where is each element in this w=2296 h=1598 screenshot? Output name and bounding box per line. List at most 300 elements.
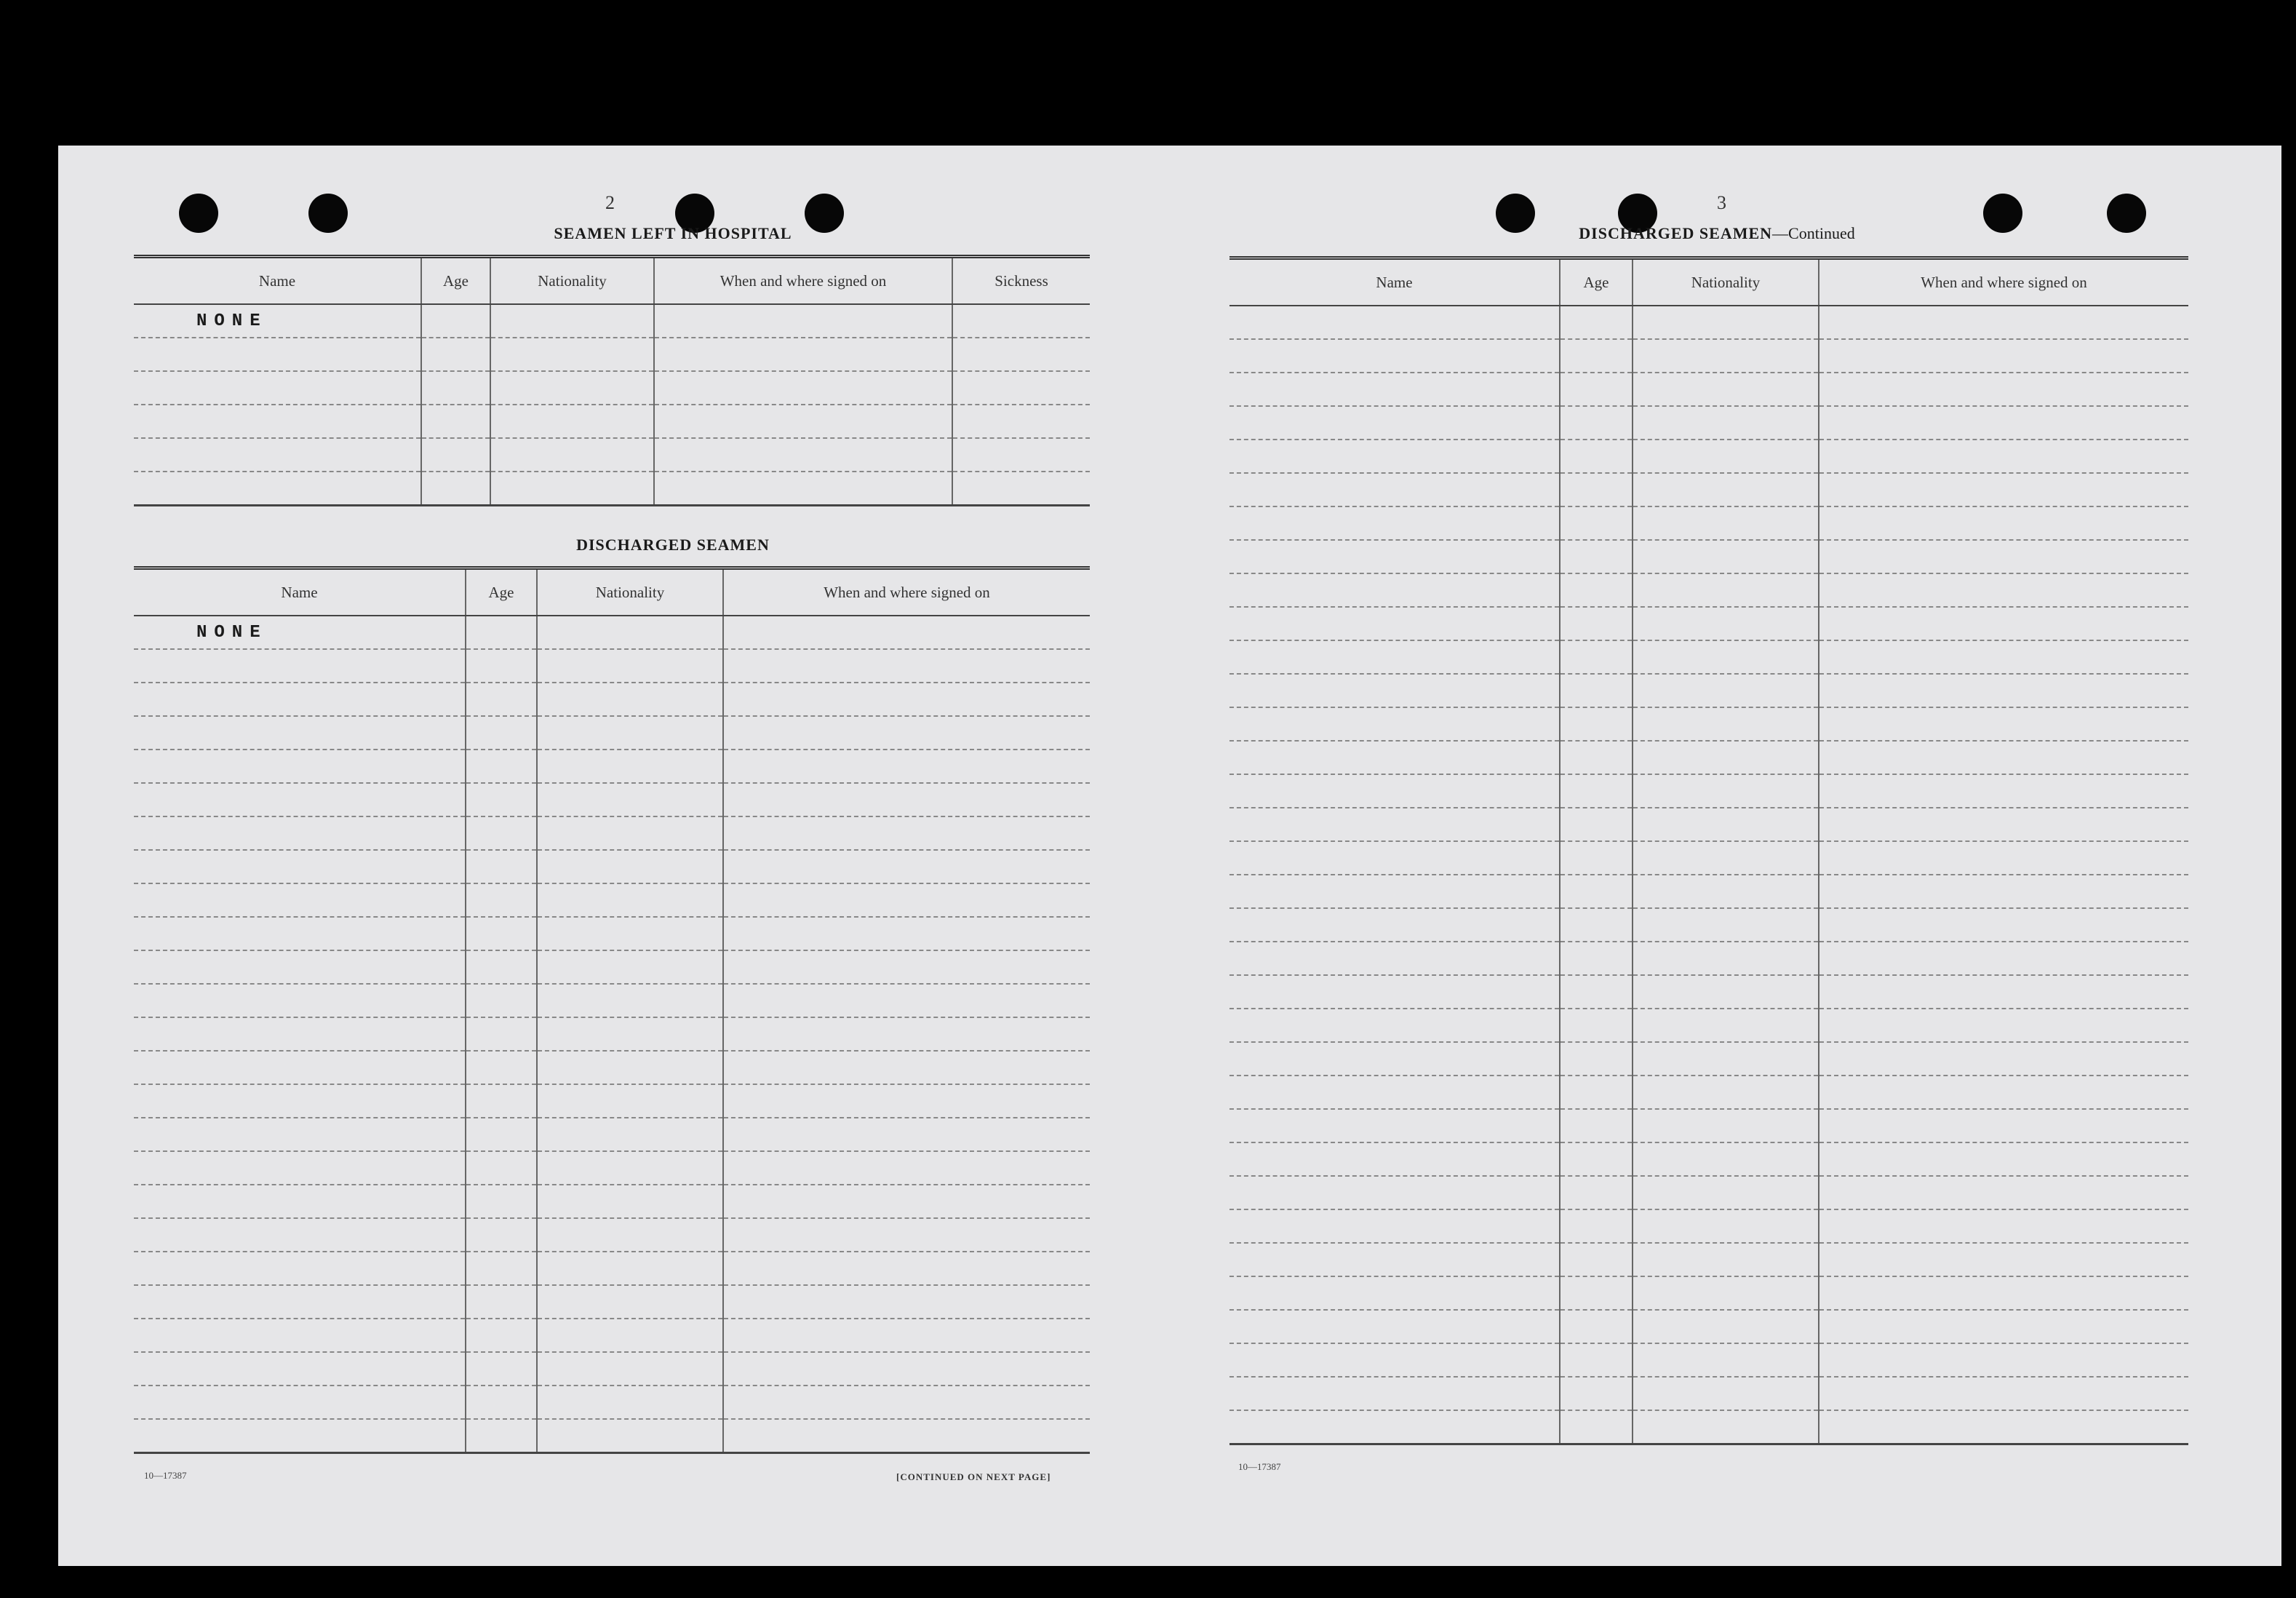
table-row <box>134 1084 1090 1118</box>
table-cell <box>1633 1276 1819 1310</box>
table-cell <box>1819 506 2188 540</box>
table-cell <box>466 1319 537 1352</box>
name-cell <box>134 683 466 716</box>
name-cell <box>1229 1109 1560 1142</box>
table-cell <box>1633 741 1819 774</box>
left-page <box>58 146 1164 1566</box>
table-cell <box>1633 674 1819 707</box>
table-cell <box>1560 908 1633 942</box>
table-cell <box>1633 640 1819 674</box>
table-cell <box>723 616 1090 649</box>
table-cell <box>537 1185 723 1218</box>
table-cell <box>1560 774 1633 808</box>
table-cell <box>1819 674 2188 707</box>
name-cell <box>1229 1377 1560 1410</box>
ledger-sheet <box>58 146 2281 1566</box>
table-row <box>1229 440 2188 473</box>
name-cell <box>1229 607 1560 640</box>
table-cell <box>537 1051 723 1084</box>
table-cell <box>1560 875 1633 908</box>
table-cell <box>723 883 1090 917</box>
table-cell <box>466 1151 537 1185</box>
table-row <box>134 1051 1090 1084</box>
table-cell <box>1560 306 1633 339</box>
table-row <box>134 850 1090 883</box>
table-cell <box>1560 1410 1633 1444</box>
form-number: 10—17387 <box>1238 1461 1281 1472</box>
title-main: DISCHARGED SEAMEN <box>1579 224 1773 242</box>
table-row <box>134 472 1090 506</box>
table-row <box>1229 1109 2188 1142</box>
table-cell <box>466 616 537 649</box>
punch-hole <box>2107 194 2146 233</box>
table-row <box>1229 741 2188 774</box>
table-cell <box>1819 640 2188 674</box>
table-cell <box>952 304 1090 338</box>
table-cell <box>1560 1009 1633 1042</box>
table-row <box>1229 1009 2188 1042</box>
title-suffix: —Continued <box>1772 224 1855 242</box>
table-row <box>1229 1310 2188 1343</box>
name-cell <box>134 1386 466 1419</box>
table-cell <box>1560 473 1633 506</box>
name-cell <box>1229 640 1560 674</box>
table-cell <box>1819 707 2188 741</box>
table-row <box>1229 1243 2188 1276</box>
table-cell <box>421 338 490 371</box>
name-cell <box>134 1419 466 1453</box>
table-cell <box>537 1151 723 1185</box>
table-cell <box>537 1218 723 1252</box>
column-header: Age <box>1560 258 1633 306</box>
table-cell <box>537 883 723 917</box>
table-cell <box>490 338 654 371</box>
table-cell <box>466 1252 537 1285</box>
table-cell <box>466 1386 537 1419</box>
name-cell: NONE <box>134 304 421 338</box>
table-cell <box>490 438 654 472</box>
name-cell <box>134 816 466 850</box>
table-cell <box>1560 1176 1633 1209</box>
table-cell <box>1633 373 1819 406</box>
table-row <box>1229 339 2188 373</box>
table-row <box>134 750 1090 783</box>
table-cell <box>723 950 1090 984</box>
table-cell <box>466 649 537 683</box>
discharged-table <box>134 566 1090 1454</box>
table-row <box>134 683 1090 716</box>
table-cell <box>952 405 1090 438</box>
table-cell <box>1633 1109 1819 1142</box>
table-cell <box>537 1084 723 1118</box>
table-cell <box>952 438 1090 472</box>
table-cell <box>490 472 654 506</box>
punch-hole <box>308 194 348 233</box>
table-cell <box>654 304 952 338</box>
table-cell <box>1633 1310 1819 1343</box>
table-cell <box>490 405 654 438</box>
table-row <box>1229 808 2188 841</box>
table-cell <box>1819 1142 2188 1176</box>
table-cell <box>421 472 490 506</box>
table-cell <box>537 950 723 984</box>
table-cell <box>654 405 952 438</box>
table-row <box>1229 473 2188 506</box>
table-cell <box>1560 808 1633 841</box>
table-row <box>1229 908 2188 942</box>
hospital-section-title: SEAMEN LEFT IN HOSPITAL <box>554 224 792 242</box>
table-row <box>1229 1410 2188 1444</box>
table-cell <box>537 649 723 683</box>
name-cell <box>134 917 466 950</box>
table-cell <box>1560 573 1633 607</box>
table-cell <box>654 338 952 371</box>
table-row <box>134 438 1090 472</box>
hospital-table <box>134 255 1090 506</box>
table-cell <box>1819 1209 2188 1243</box>
table-cell <box>1819 774 2188 808</box>
table-cell <box>490 304 654 338</box>
column-header: When and where signed on <box>723 568 1090 616</box>
table-cell <box>466 950 537 984</box>
table-cell <box>1633 1176 1819 1209</box>
table-cell <box>723 1084 1090 1118</box>
table-cell <box>421 304 490 338</box>
table-cell <box>466 1185 537 1218</box>
name-cell <box>134 371 421 405</box>
right-page <box>1171 146 2281 1566</box>
table-cell <box>1633 406 1819 440</box>
table-cell <box>1819 808 2188 841</box>
table-cell <box>654 371 952 405</box>
table-cell <box>1560 440 1633 473</box>
column-header: Name <box>1229 258 1560 306</box>
table-cell <box>1819 1042 2188 1076</box>
table-cell <box>466 1118 537 1151</box>
table-cell <box>1560 339 1633 373</box>
table-cell <box>537 1118 723 1151</box>
name-cell <box>1229 473 1560 506</box>
name-cell <box>1229 1142 1560 1176</box>
table-cell <box>1819 1276 2188 1310</box>
name-cell <box>134 1319 466 1352</box>
table-row <box>134 883 1090 917</box>
name-cell <box>1229 1276 1560 1310</box>
table-cell <box>723 1118 1090 1151</box>
table-cell <box>1560 1042 1633 1076</box>
name-cell <box>1229 808 1560 841</box>
table-cell <box>654 472 952 506</box>
table-cell <box>1819 875 2188 908</box>
table-cell <box>1560 1310 1633 1343</box>
table-row <box>134 371 1090 405</box>
table-cell <box>723 683 1090 716</box>
name-cell <box>134 1352 466 1386</box>
table-cell <box>466 984 537 1017</box>
table-row <box>1229 1209 2188 1243</box>
table-cell <box>1560 741 1633 774</box>
column-header: Age <box>466 568 537 616</box>
table-cell <box>1560 1243 1633 1276</box>
name-cell <box>134 716 466 750</box>
table-cell <box>1819 1310 2188 1343</box>
name-cell <box>134 883 466 917</box>
table-cell <box>1560 540 1633 573</box>
table-row <box>134 1151 1090 1185</box>
table-cell <box>723 716 1090 750</box>
table-cell <box>1819 1243 2188 1276</box>
table-cell <box>1633 942 1819 975</box>
table-cell <box>1819 573 2188 607</box>
table-cell <box>466 716 537 750</box>
table-cell <box>723 850 1090 883</box>
table-cell <box>1633 339 1819 373</box>
name-cell <box>1229 875 1560 908</box>
table-cell <box>1633 1076 1819 1109</box>
column-header: Age <box>421 257 490 305</box>
table-cell <box>723 783 1090 816</box>
name-cell <box>134 1118 466 1151</box>
table-cell <box>1819 607 2188 640</box>
name-cell <box>1229 306 1560 339</box>
table-row <box>1229 875 2188 908</box>
name-cell <box>1229 1343 1560 1377</box>
table-cell <box>723 1218 1090 1252</box>
table-row <box>1229 640 2188 674</box>
table-row <box>134 1118 1090 1151</box>
table-cell <box>952 371 1090 405</box>
table-cell <box>537 1319 723 1352</box>
table-cell <box>466 917 537 950</box>
name-cell <box>134 750 466 783</box>
table-cell <box>1819 975 2188 1009</box>
page-number: 3 <box>1717 192 1726 213</box>
name-cell <box>1229 741 1560 774</box>
column-header: Name <box>134 568 466 616</box>
name-cell <box>1229 674 1560 707</box>
table-cell <box>1819 942 2188 975</box>
name-cell <box>1229 1310 1560 1343</box>
table-cell <box>1560 373 1633 406</box>
table-row <box>134 716 1090 750</box>
table-cell <box>1633 306 1819 339</box>
table-cell <box>1560 1142 1633 1176</box>
table-row <box>1229 1076 2188 1109</box>
table-cell <box>421 371 490 405</box>
table-row <box>1229 540 2188 573</box>
table-cell <box>1633 1343 1819 1377</box>
name-cell <box>1229 1076 1560 1109</box>
table-row <box>1229 841 2188 875</box>
table-cell <box>1819 406 2188 440</box>
table-row <box>1229 373 2188 406</box>
table-cell <box>537 1386 723 1419</box>
table-cell <box>723 649 1090 683</box>
table-cell <box>537 1017 723 1051</box>
table-cell <box>1633 1042 1819 1076</box>
name-cell <box>1229 774 1560 808</box>
table-cell <box>1560 707 1633 741</box>
punch-hole <box>1983 194 2022 233</box>
table-row <box>134 950 1090 984</box>
table-cell <box>723 1252 1090 1285</box>
discharged-section-title: DISCHARGED SEAMEN <box>576 536 770 554</box>
table-cell <box>1819 306 2188 339</box>
table-cell <box>490 371 654 405</box>
table-row <box>1229 506 2188 540</box>
table-row <box>134 649 1090 683</box>
table-cell <box>466 1419 537 1453</box>
table-cell <box>1819 741 2188 774</box>
table-row <box>134 1352 1090 1386</box>
name-cell <box>134 950 466 984</box>
column-header: When and where signed on <box>654 257 952 305</box>
table-cell <box>537 917 723 950</box>
table-cell <box>1819 1109 2188 1142</box>
name-cell <box>134 850 466 883</box>
table-cell <box>1819 1377 2188 1410</box>
name-cell <box>1229 1410 1560 1444</box>
table-row <box>1229 607 2188 640</box>
table-cell <box>723 1017 1090 1051</box>
name-cell <box>134 472 421 506</box>
table-cell <box>1560 841 1633 875</box>
table-cell <box>1633 573 1819 607</box>
table-cell <box>1560 406 1633 440</box>
table-cell <box>466 1084 537 1118</box>
table-cell <box>1633 1410 1819 1444</box>
table-row <box>134 1252 1090 1285</box>
column-header: Nationality <box>537 568 723 616</box>
name-cell <box>134 338 421 371</box>
table-cell <box>1819 841 2188 875</box>
table-row <box>1229 1042 2188 1076</box>
table-cell <box>466 816 537 850</box>
table-cell <box>466 750 537 783</box>
table-cell <box>466 1285 537 1319</box>
table-cell <box>1560 942 1633 975</box>
table-row <box>1229 1176 2188 1209</box>
table-cell <box>1633 1243 1819 1276</box>
table-row <box>134 405 1090 438</box>
table-row <box>1229 573 2188 607</box>
name-cell <box>1229 339 1560 373</box>
table-cell <box>723 984 1090 1017</box>
continued-note: [CONTINUED ON NEXT PAGE] <box>896 1471 1051 1482</box>
table-cell <box>1560 607 1633 640</box>
table-cell <box>1633 774 1819 808</box>
table-row <box>134 1386 1090 1419</box>
name-cell <box>134 438 421 472</box>
table-cell <box>723 1185 1090 1218</box>
punch-hole <box>179 194 218 233</box>
table-cell <box>537 783 723 816</box>
table-row <box>134 304 1090 338</box>
page-number: 2 <box>605 192 615 213</box>
name-cell <box>1229 908 1560 942</box>
table-cell <box>537 1252 723 1285</box>
name-cell <box>1229 506 1560 540</box>
table-cell <box>537 850 723 883</box>
column-header: When and where signed on <box>1819 258 2188 306</box>
table-cell <box>1633 1142 1819 1176</box>
table-cell <box>723 1419 1090 1453</box>
discharged-continued-table <box>1229 256 2188 1445</box>
table-cell <box>1633 1009 1819 1042</box>
table-cell <box>1633 808 1819 841</box>
table-cell <box>1633 841 1819 875</box>
table-cell <box>421 438 490 472</box>
table-row <box>1229 1142 2188 1176</box>
table-cell <box>466 683 537 716</box>
name-cell <box>134 649 466 683</box>
table-cell <box>723 917 1090 950</box>
table-cell <box>1633 707 1819 741</box>
table-cell <box>1819 373 2188 406</box>
table-cell <box>723 1319 1090 1352</box>
name-cell <box>1229 942 1560 975</box>
form-number: 10—17387 <box>144 1470 187 1481</box>
table-row <box>134 338 1090 371</box>
table-cell <box>1560 640 1633 674</box>
name-cell <box>1229 406 1560 440</box>
name-cell <box>134 1285 466 1319</box>
table-cell <box>654 438 952 472</box>
table-cell <box>723 816 1090 850</box>
name-cell <box>134 405 421 438</box>
table-row <box>1229 774 2188 808</box>
table-cell <box>537 984 723 1017</box>
name-cell <box>134 984 466 1017</box>
table-row <box>134 1319 1090 1352</box>
name-cell: NONE <box>134 616 466 649</box>
table-cell <box>1633 607 1819 640</box>
name-cell <box>1229 841 1560 875</box>
table-cell <box>723 1386 1090 1419</box>
table-row <box>1229 707 2188 741</box>
table-cell <box>1633 473 1819 506</box>
table-cell <box>537 683 723 716</box>
name-cell <box>134 783 466 816</box>
table-row <box>134 917 1090 950</box>
table-cell <box>1560 1377 1633 1410</box>
table-cell <box>1633 975 1819 1009</box>
name-cell <box>1229 975 1560 1009</box>
table-cell <box>466 1352 537 1386</box>
table-cell <box>537 816 723 850</box>
name-cell <box>1229 1209 1560 1243</box>
table-row <box>134 1285 1090 1319</box>
table-cell <box>537 1352 723 1386</box>
table-cell <box>1633 540 1819 573</box>
table-cell <box>1819 1176 2188 1209</box>
table-row <box>134 1185 1090 1218</box>
table-cell <box>537 616 723 649</box>
name-cell <box>1229 440 1560 473</box>
table-cell <box>537 1419 723 1453</box>
table-row <box>134 984 1090 1017</box>
table-cell <box>1819 1076 2188 1109</box>
column-header: Sickness <box>952 257 1090 305</box>
table-cell <box>1560 975 1633 1009</box>
column-header: Nationality <box>1633 258 1819 306</box>
name-cell <box>1229 1176 1560 1209</box>
name-cell <box>1229 373 1560 406</box>
name-cell <box>1229 573 1560 607</box>
name-cell <box>134 1017 466 1051</box>
table-cell <box>1819 1410 2188 1444</box>
table-cell <box>1560 1343 1633 1377</box>
